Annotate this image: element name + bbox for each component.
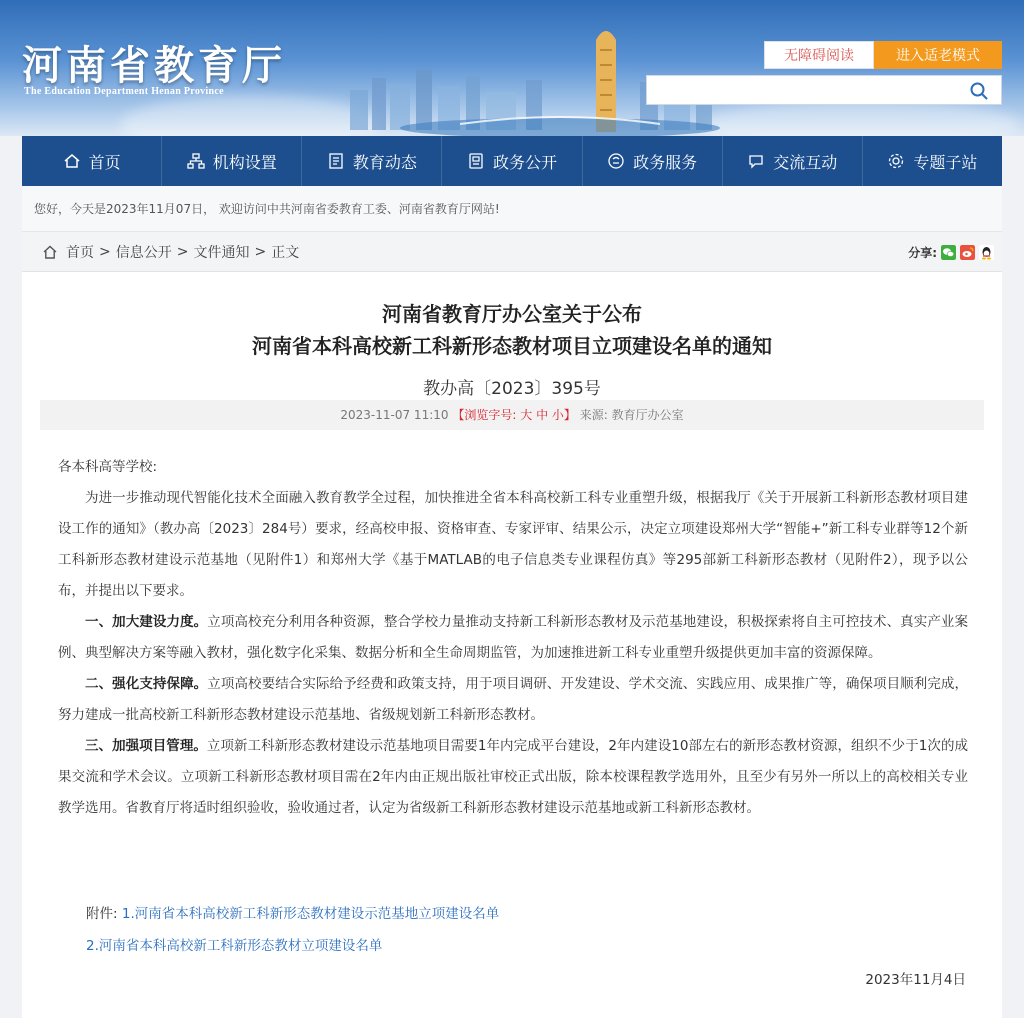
- nav-item-home[interactable]: [22, 136, 162, 186]
- weibo-icon[interactable]: [960, 245, 975, 260]
- font-size-medium[interactable]: 中: [536, 408, 549, 422]
- breadcrumb-file-notice[interactable]: 文件通知: [193, 244, 250, 261]
- nav-item-interaction[interactable]: [723, 136, 863, 186]
- nav-item-organization[interactable]: [162, 136, 302, 186]
- attachment-1: [86, 904, 886, 924]
- attachment-label: 附件:: [86, 906, 118, 922]
- breadcrumb-separator: >: [254, 243, 267, 260]
- attachment-link-2[interactable]: 2.河南省本科高校新工科新形态教材立项建设名单: [86, 938, 383, 954]
- attachment-2: [86, 936, 886, 956]
- paragraph-text: 立项高校要结合实际给予经费和政策支持，用于项目调研、开发建设、学术交流、实践应用、成果推广等，确保项目顺利完成，努力建成一批高校新工科新形态教材建设示范基地、省级规划新工科新形态教材。: [58, 676, 969, 723]
- paragraph-2: [58, 669, 968, 731]
- paragraph-text: 立项高校充分利用各种资源，整合学校力量推动支持新工科新形态教材及示范基地建设，积极探索将自主可控技术、真实产业案例、典型解决方案等融入教材，强化数字化采集、数据分析和全生命周期监管，为加速推进新工科专业重塑升级提供更加丰富的资源保障。: [58, 614, 969, 661]
- site-header: [0, 0, 1024, 136]
- chat-icon: [747, 152, 765, 170]
- org-chart-icon: [187, 152, 205, 170]
- nav-label: 政务公开: [492, 152, 557, 172]
- article-title-line-1: 河南省教育厅办公室关于公布: [382, 302, 642, 326]
- publish-time: 2023-11-07 11:10: [340, 408, 449, 422]
- font-size-prefix: 【浏览字号:: [452, 408, 517, 422]
- qq-icon[interactable]: [979, 245, 994, 260]
- paragraph-1: [58, 607, 968, 669]
- paragraph-text: 立项新工科新形态教材建设示范基地项目需要1年内完成平台建设，2年内建设10部左右的新形态教材资源，组织不少于1次的成果交流和学术会议。立项新工科新形态教材项目需在2年内由正规出版社审校正式出版，除本校课程教学选用外，且至少有另外一所以上的高校相关专业教学选用。省教育厅将适时组织验收，验收通过者，认定为省级新工科新形态教材建设示范基地或新工科新形态教材。: [58, 738, 968, 816]
- nav-label: 教育动态: [352, 152, 417, 172]
- nav-label: 专题子站: [913, 152, 978, 172]
- paragraph-heading: 二、强化支持保障。: [85, 676, 208, 692]
- nav-item-government-affairs[interactable]: [442, 136, 582, 186]
- search-input[interactable]: [647, 76, 957, 104]
- cloud-decoration: [700, 100, 1020, 136]
- font-size-suffix: 】: [563, 408, 576, 422]
- nav-label: 交流互动: [773, 152, 838, 172]
- breadcrumb-home[interactable]: 首页: [66, 244, 94, 261]
- paragraph-3: [58, 731, 968, 824]
- nav-label: 首页: [88, 152, 121, 172]
- document-date: 2023年11月4日: [865, 972, 966, 988]
- search-box: [646, 75, 1002, 105]
- salutation: 各本科高等学校:: [58, 459, 158, 475]
- article-panel: [22, 272, 1002, 1018]
- main-nav: [22, 136, 1002, 186]
- article-title-line-2: 河南省本科高校新工科新形态教材项目立项建设名单的通知: [252, 334, 772, 358]
- article-body: [58, 452, 968, 824]
- nav-item-education-news[interactable]: [302, 136, 442, 186]
- font-size-small[interactable]: 小: [551, 408, 564, 422]
- search-icon[interactable]: [969, 81, 989, 101]
- nav-label: 政务服务: [633, 152, 698, 172]
- nav-item-government-service[interactable]: [583, 136, 723, 186]
- paragraph-intro: 为进一步推动现代智能化技术全面融入教育教学全过程，加快推进全省本科高校新工科专业重塑升级，根据我厅《关于开展新工科新形态教材项目建设工作的通知》（教办高〔2023〕284号）要求，经高校申报、资格审查、专家评审、结果公示，决定立项建设郑州大学“智能+”新工科专业群等12个新工科新形态教材建设示范基地（见附件1）和郑州大学《基于MATLAB的电子信息类专业课程仿真》等295部新工科新形态教材（见附件2），现予以公布，并提出以下要求。: [58, 490, 968, 599]
- breadcrumb-info-public[interactable]: 信息公开: [115, 244, 172, 261]
- site-logo-english: The Education Department Henan Province: [24, 86, 224, 97]
- wechat-icon[interactable]: [941, 245, 956, 260]
- breadcrumb: [22, 232, 1002, 272]
- breadcrumb-current: 正文: [271, 244, 300, 261]
- nav-label: 机构设置: [212, 152, 277, 172]
- share-bar: [908, 244, 994, 261]
- paragraph-heading: 三、加强项目管理。: [85, 738, 207, 754]
- paragraph-heading: 一、加大建设力度。: [85, 614, 208, 630]
- elder-mode-button[interactable]: 进入适老模式: [874, 41, 1002, 69]
- welcome-text: 您好，今天是2023年11月07日， 欢迎访问中共河南省委教育工委、河南省教育厅网站!: [22, 186, 1002, 232]
- font-size-large[interactable]: 大: [520, 408, 533, 422]
- breadcrumb-separator: >: [176, 243, 189, 260]
- article-source: 来源: 教育厅办公室: [579, 408, 684, 422]
- nav-item-special-sites[interactable]: [863, 136, 1002, 186]
- breadcrumb-separator: >: [99, 243, 111, 260]
- home-icon: [63, 152, 81, 170]
- attachment-link-1[interactable]: 1.河南省本科高校新工科新形态教材建设示范基地立项建设名单: [121, 906, 500, 922]
- service-icon: [607, 152, 625, 170]
- accessible-reading-button[interactable]: 无障碍阅读: [764, 41, 874, 69]
- gear-icon: [887, 152, 905, 170]
- home-icon: [42, 244, 58, 260]
- document-icon: [467, 152, 485, 170]
- site-logo-text: 河南省教育厅: [22, 42, 286, 89]
- news-icon: [327, 152, 345, 170]
- share-label: 分享:: [908, 246, 937, 260]
- font-size-control: [452, 408, 576, 422]
- article-meta: [40, 400, 984, 430]
- document-number: 教办高〔2023〕395号: [423, 379, 601, 399]
